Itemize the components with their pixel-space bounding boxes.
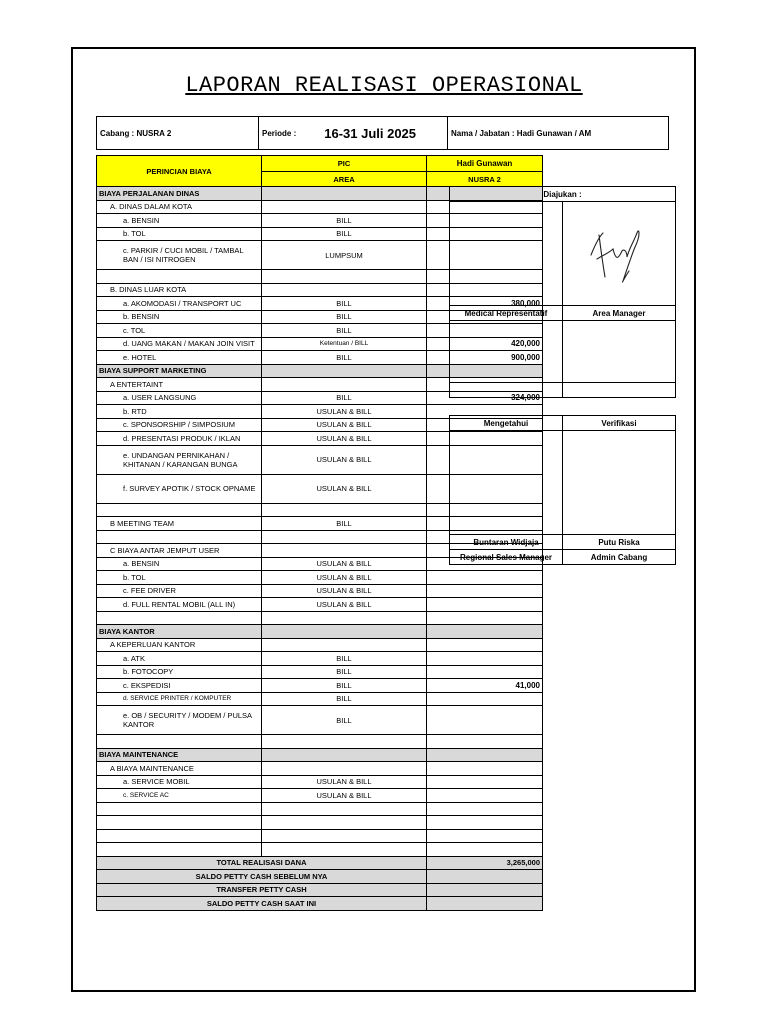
- section-label: BIAYA MAINTENANCE: [97, 748, 262, 762]
- item-label: e. HOTEL: [97, 351, 262, 365]
- transfer-row: [97, 883, 543, 897]
- section-row: [97, 748, 543, 762]
- group-label: A ENTERTAINT: [97, 378, 262, 392]
- item-type: BILL: [262, 665, 427, 679]
- empty-row: [97, 816, 543, 830]
- item-label: e. UNDANGAN PERNIKAHAN / KHITANAN / KARANGAN BUNGA: [97, 445, 262, 474]
- item-type: USULAN & BILL: [262, 571, 427, 585]
- table-row: [97, 571, 543, 585]
- item-type: USULAN & BILL: [262, 598, 427, 612]
- item-label: b. BENSIN: [97, 310, 262, 324]
- mengetahui-label: Mengetahui: [450, 416, 563, 431]
- item-label: f. SURVEY APOTIK / STOCK OPNAME: [97, 474, 262, 503]
- group-row: [97, 638, 543, 652]
- table-row: [97, 652, 543, 666]
- item-amount: 900,000: [427, 351, 543, 365]
- item-label: d. PRESENTASI PRODUK / IKLAN: [97, 432, 262, 446]
- item-type: BILL: [262, 692, 427, 706]
- section-label: BIAYA KANTOR: [97, 625, 262, 639]
- medical-rep-label: Medical Representatif: [450, 306, 563, 321]
- item-label: d. FULL RENTAL MOBIL (ALL IN): [97, 598, 262, 612]
- item-type: BILL: [262, 310, 427, 324]
- item-type: BILL: [262, 214, 427, 228]
- item-type: USULAN & BILL: [262, 445, 427, 474]
- item-label: a. SERVICE MOBIL: [97, 775, 262, 789]
- item-type: USULAN & BILL: [262, 474, 427, 503]
- item-type: BILL: [262, 652, 427, 666]
- item-type: USULAN & BILL: [262, 418, 427, 432]
- table-row: [97, 665, 543, 679]
- item-label: a. USER LANGSUNG: [97, 391, 262, 405]
- item-label: c. PARKIR / CUCI MOBIL / TAMBAL BAN / ISI NITROGEN: [97, 241, 262, 270]
- item-label: d. UANG MAKAN / MAKAN JOIN VISIT: [97, 337, 262, 351]
- item-type: LUMPSUM: [262, 241, 427, 270]
- item-type: BILL: [262, 706, 427, 735]
- item-type: BILL: [262, 679, 427, 693]
- rsm-name: Buntaran Widjaja: [450, 535, 563, 550]
- table-head-row-1: [97, 156, 543, 172]
- item-label: c. SERVICE AC: [97, 789, 262, 803]
- item-type: BILL: [262, 351, 427, 365]
- admin-name: Putu Riska: [563, 535, 676, 550]
- item-label: a. BENSIN: [97, 557, 262, 571]
- table-row: [97, 679, 543, 693]
- item-type: USULAN & BILL: [262, 584, 427, 598]
- pic-header: PIC: [262, 156, 427, 172]
- table-row: [97, 584, 543, 598]
- item-amount: 41,000: [427, 679, 543, 693]
- item-label: e. OB / SECURITY / MODEM / PULSA KANTOR: [97, 706, 262, 735]
- empty-row: [97, 735, 543, 749]
- periode-label: Periode :: [262, 128, 297, 138]
- item-type: Ketentuan / BILL: [262, 337, 427, 351]
- periode-cell: [258, 116, 448, 150]
- empty-row: [97, 843, 543, 857]
- saldo-ini-row: [97, 897, 543, 911]
- admin-role: Admin Cabang: [563, 550, 676, 565]
- group-label: C BIAYA ANTAR JEMPUT USER: [97, 544, 262, 558]
- item-type: BILL: [262, 324, 427, 338]
- empty-row: [97, 802, 543, 816]
- item-label: c. SPONSORSHIP / SIMPOSIUM: [97, 418, 262, 432]
- group-label: A BIAYA MAINTENANCE: [97, 762, 262, 776]
- cabang-text: Cabang : NUSRA 2: [100, 128, 172, 138]
- total-row: [97, 856, 543, 870]
- saldo-sebelum-label: SALDO PETTY CASH SEBELUM NYA: [97, 870, 427, 884]
- item-label: d. SERVICE PRINTER / KOMPUTER: [97, 692, 262, 706]
- total-value: 3,265,000: [427, 856, 543, 870]
- verifikasi-label: Verifikasi: [563, 416, 676, 431]
- mengetahui-table: [449, 415, 676, 565]
- group-label: A. DINAS DALAM KOTA: [97, 200, 262, 214]
- group-row: [97, 762, 543, 776]
- transfer-label: TRANSFER PETTY CASH: [97, 883, 427, 897]
- item-label: c. TOL: [97, 324, 262, 338]
- section-row: [97, 625, 543, 639]
- item-type: USULAN & BILL: [262, 775, 427, 789]
- rsm-role: Regional Sales Manager: [450, 550, 563, 565]
- diajukan-label: Diajukan :: [450, 187, 676, 202]
- nama-jabatan-cell: [447, 116, 669, 150]
- signature-box-medrep: [450, 202, 563, 306]
- total-label: TOTAL REALISASI DANA: [97, 856, 427, 870]
- area-manager-label: Area Manager: [563, 306, 676, 321]
- item-amount: 380,000: [427, 297, 543, 311]
- area-name-header: NUSRA 2: [427, 172, 543, 187]
- table-row: [97, 789, 543, 803]
- section-label: BIAYA SUPPORT MARKETING: [97, 364, 262, 378]
- item-amount: 324,000: [427, 391, 543, 405]
- saldo-ini-label: SALDO PETTY CASH SAAT INI: [97, 897, 427, 911]
- saldo-sebelum-row: [97, 870, 543, 884]
- item-type: USULAN & BILL: [262, 432, 427, 446]
- area-manager-signature: [585, 215, 647, 289]
- table-row: [97, 706, 543, 735]
- group-label: B MEETING TEAM: [97, 517, 262, 531]
- item-label: b. RTD: [97, 405, 262, 419]
- signature-box-rsm: [450, 431, 563, 535]
- report-title: LAPORAN REALISASI OPERASIONAL: [185, 73, 583, 98]
- group-label: B. DINAS LUAR KOTA: [97, 283, 262, 297]
- periode-value: 16-31 Juli 2025: [324, 125, 417, 141]
- item-label: b. TOL: [97, 227, 262, 241]
- empty-row: [97, 611, 543, 625]
- item-amount: 420,000: [427, 337, 543, 351]
- item-type: BILL: [262, 297, 427, 311]
- pic-name-header: Hadi Gunawan: [427, 156, 543, 172]
- table-row: [97, 598, 543, 612]
- section-label: BIAYA PERJALANAN DINAS: [97, 187, 262, 201]
- cabang-cell: [96, 116, 259, 150]
- table-row: [97, 775, 543, 789]
- item-label: a. AKOMODASI / TRANSPORT UC: [97, 297, 262, 311]
- signature-box-admin: [563, 431, 676, 535]
- item-label: b. FOTOCOPY: [97, 665, 262, 679]
- group-label: A KEPERLUAN KANTOR: [97, 638, 262, 652]
- item-type: BILL: [262, 517, 427, 531]
- item-label: a. BENSIN: [97, 214, 262, 228]
- item-label: b. TOL: [97, 571, 262, 585]
- item-type: BILL: [262, 391, 427, 405]
- nama-jabatan-text: Nama / Jabatan : Hadi Gunawan / AM: [451, 128, 592, 138]
- table-row: [97, 692, 543, 706]
- perincian-header: PERINCIAN BIAYA: [97, 156, 262, 187]
- item-type: USULAN & BILL: [262, 405, 427, 419]
- item-label: a. ATK: [97, 652, 262, 666]
- item-type: USULAN & BILL: [262, 557, 427, 571]
- area-header: AREA: [262, 172, 427, 187]
- item-type: BILL: [262, 227, 427, 241]
- item-label: c. EKSPEDISI: [97, 679, 262, 693]
- empty-row: [97, 829, 543, 843]
- item-label: c. FEE DRIVER: [97, 584, 262, 598]
- item-type: USULAN & BILL: [262, 789, 427, 803]
